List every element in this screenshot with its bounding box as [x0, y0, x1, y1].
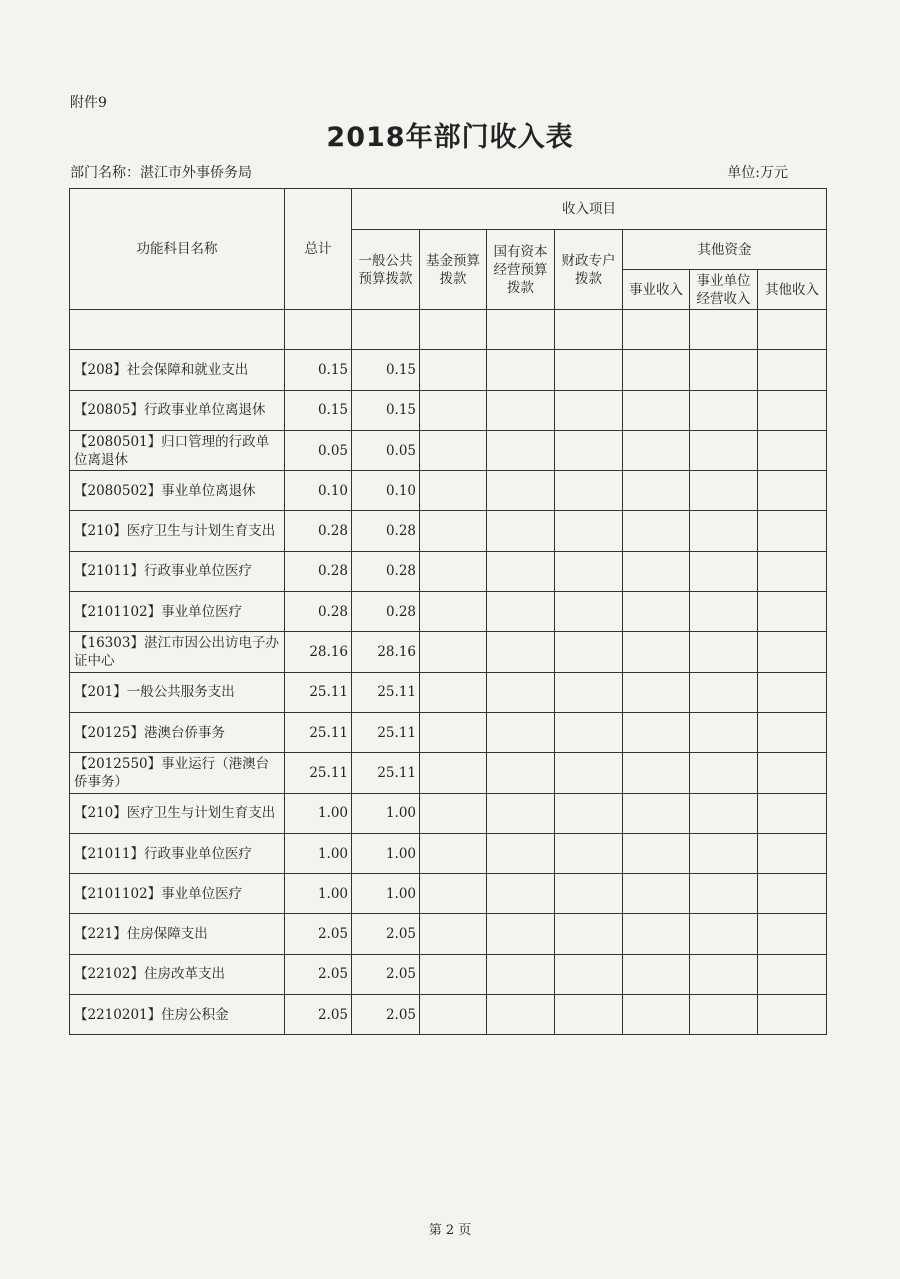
cell-empty: [690, 430, 758, 470]
cell-empty: [420, 914, 487, 954]
cell-empty: [690, 712, 758, 752]
cell-subject-name: [70, 310, 285, 350]
cell-subject-name: 【210】医疗卫生与计划生育支出: [70, 511, 285, 551]
table-row: [70, 592, 827, 632]
cell-empty: [555, 592, 623, 632]
cell-empty: [758, 833, 827, 873]
cell-empty: [690, 672, 758, 712]
table-row: [70, 350, 827, 390]
cell-empty: [420, 874, 487, 914]
header-name: 功能科目名称: [70, 189, 285, 310]
cell-subject-name: 【210】医疗卫生与计划生育支出: [70, 793, 285, 833]
cell-empty: [555, 793, 623, 833]
header-income-items: 收入项目: [352, 189, 827, 230]
cell-empty: [487, 753, 555, 793]
cell-general-budget: [352, 310, 420, 350]
cell-empty: [420, 995, 487, 1035]
cell-empty: [690, 592, 758, 632]
header-fiscal-account: 财政专户拨款: [555, 230, 623, 310]
cell-empty: [420, 954, 487, 994]
cell-empty: [623, 753, 690, 793]
header-other-funds: 其他资金: [623, 230, 827, 270]
header-general-budget: 一般公共预算拨款: [352, 230, 420, 310]
cell-empty: [487, 712, 555, 752]
cell-empty: [555, 833, 623, 873]
cell-general-budget: 25.11: [352, 712, 420, 752]
cell-empty: [623, 511, 690, 551]
cell-empty: [487, 793, 555, 833]
cell-subject-name: 【21011】行政事业单位医疗: [70, 551, 285, 591]
cell-subject-name: 【16303】湛江市因公出访电子办证中心: [70, 632, 285, 672]
cell-general-budget: 0.28: [352, 511, 420, 551]
cell-empty: [758, 592, 827, 632]
cell-empty: [623, 914, 690, 954]
cell-empty: [420, 712, 487, 752]
cell-total: 25.11: [285, 712, 352, 752]
cell-empty: [623, 632, 690, 672]
cell-empty: [758, 672, 827, 712]
cell-subject-name: 【2080501】归口管理的行政单位离退休: [70, 430, 285, 470]
cell-empty: [487, 390, 555, 430]
cell-subject-name: 【2101102】事业单位医疗: [70, 874, 285, 914]
cell-empty: [690, 753, 758, 793]
cell-empty: [690, 471, 758, 511]
cell-empty: [758, 471, 827, 511]
cell-empty: [623, 430, 690, 470]
cell-general-budget: 25.11: [352, 672, 420, 712]
cell-total: 0.15: [285, 390, 352, 430]
cell-empty: [487, 592, 555, 632]
cell-total: [285, 310, 352, 350]
cell-total: 1.00: [285, 874, 352, 914]
cell-empty: [555, 712, 623, 752]
cell-empty: [690, 793, 758, 833]
cell-empty: [487, 833, 555, 873]
cell-general-budget: 2.05: [352, 914, 420, 954]
cell-empty: [487, 954, 555, 994]
cell-total: 25.11: [285, 672, 352, 712]
cell-empty: [555, 672, 623, 712]
table-row: [70, 511, 827, 551]
cell-subject-name: 【2080502】事业单位离退休: [70, 471, 285, 511]
cell-empty: [623, 390, 690, 430]
cell-subject-name: 【208】社会保障和就业支出: [70, 350, 285, 390]
cell-empty: [690, 995, 758, 1035]
cell-empty: [690, 833, 758, 873]
cell-empty: [623, 592, 690, 632]
table-row: [70, 995, 827, 1035]
header-state-capital: 国有资本经营预算拨款: [487, 230, 555, 310]
cell-empty: [420, 551, 487, 591]
cell-empty: [420, 833, 487, 873]
cell-subject-name: 【201】一般公共服务支出: [70, 672, 285, 712]
cell-empty: [758, 954, 827, 994]
cell-total: 0.10: [285, 471, 352, 511]
table-row: [70, 430, 827, 470]
table-row: [70, 954, 827, 994]
cell-empty: [555, 753, 623, 793]
cell-empty: [623, 672, 690, 712]
table-row: [70, 551, 827, 591]
cell-subject-name: 【2210201】住房公积金: [70, 995, 285, 1035]
header-total: 总计: [285, 189, 352, 310]
cell-general-budget: 1.00: [352, 874, 420, 914]
cell-empty: [555, 390, 623, 430]
cell-empty: [420, 753, 487, 793]
cell-general-budget: 2.05: [352, 995, 420, 1035]
cell-empty: [487, 672, 555, 712]
cell-empty: [555, 874, 623, 914]
cell-empty: [487, 914, 555, 954]
cell-empty: [690, 350, 758, 390]
cell-subject-name: 【221】住房保障支出: [70, 914, 285, 954]
cell-empty: [420, 793, 487, 833]
table-row: [70, 310, 827, 350]
cell-empty: [420, 390, 487, 430]
cell-empty: [758, 632, 827, 672]
cell-subject-name: 【22102】住房改革支出: [70, 954, 285, 994]
cell-empty: [487, 310, 555, 350]
cell-empty: [487, 632, 555, 672]
attachment-label: 附件9: [70, 95, 107, 111]
cell-general-budget: 0.28: [352, 592, 420, 632]
cell-empty: [623, 712, 690, 752]
cell-empty: [420, 672, 487, 712]
cell-general-budget: 0.15: [352, 350, 420, 390]
cell-empty: [758, 430, 827, 470]
income-table: [69, 188, 827, 1035]
cell-subject-name: 【20805】行政事业单位离退休: [70, 390, 285, 430]
cell-empty: [758, 390, 827, 430]
cell-total: 0.28: [285, 551, 352, 591]
header-business-unit-income: 事业单位经营收入: [690, 270, 758, 310]
cell-total: 28.16: [285, 632, 352, 672]
cell-empty: [690, 954, 758, 994]
cell-empty: [487, 995, 555, 1035]
table-row: [70, 753, 827, 793]
cell-empty: [487, 874, 555, 914]
cell-general-budget: 25.11: [352, 753, 420, 793]
cell-general-budget: 1.00: [352, 833, 420, 873]
cell-empty: [420, 632, 487, 672]
cell-empty: [623, 310, 690, 350]
table-row: [70, 632, 827, 672]
cell-total: 2.05: [285, 995, 352, 1035]
cell-empty: [623, 833, 690, 873]
cell-empty: [758, 753, 827, 793]
cell-total: 25.11: [285, 753, 352, 793]
header-fund-budget: 基金预算拨款: [420, 230, 487, 310]
cell-subject-name: 【21011】行政事业单位医疗: [70, 833, 285, 873]
cell-empty: [623, 995, 690, 1035]
cell-empty: [420, 511, 487, 551]
cell-empty: [758, 793, 827, 833]
cell-empty: [487, 551, 555, 591]
cell-empty: [487, 350, 555, 390]
cell-total: 1.00: [285, 793, 352, 833]
cell-empty: [487, 511, 555, 551]
table-row: [70, 833, 827, 873]
cell-empty: [555, 551, 623, 591]
cell-empty: [690, 511, 758, 551]
cell-empty: [758, 914, 827, 954]
page-title: 2018年部门收入表: [326, 122, 574, 153]
cell-general-budget: 28.16: [352, 632, 420, 672]
department-name: 部门名称：湛江市外事侨务局: [70, 165, 252, 181]
cell-general-budget: 2.05: [352, 954, 420, 994]
unit-label: 单位:万元: [727, 165, 788, 181]
page-number: 第 2 页: [428, 1223, 472, 1238]
cell-total: 0.15: [285, 350, 352, 390]
cell-empty: [623, 954, 690, 994]
cell-empty: [487, 471, 555, 511]
table-row: [70, 390, 827, 430]
cell-empty: [623, 551, 690, 591]
cell-empty: [420, 310, 487, 350]
cell-empty: [555, 632, 623, 672]
cell-empty: [420, 592, 487, 632]
cell-empty: [623, 793, 690, 833]
cell-subject-name: 【20125】港澳台侨事务: [70, 712, 285, 752]
cell-empty: [758, 551, 827, 591]
cell-general-budget: 0.10: [352, 471, 420, 511]
cell-total: 0.28: [285, 592, 352, 632]
cell-empty: [555, 995, 623, 1035]
cell-empty: [758, 995, 827, 1035]
cell-empty: [758, 874, 827, 914]
table-row: [70, 914, 827, 954]
header-other-income: 其他收入: [758, 270, 827, 310]
table-row: [70, 712, 827, 752]
cell-empty: [555, 954, 623, 994]
table-row: [70, 793, 827, 833]
cell-total: 0.05: [285, 430, 352, 470]
cell-total: 1.00: [285, 833, 352, 873]
cell-empty: [420, 471, 487, 511]
cell-empty: [758, 310, 827, 350]
cell-general-budget: 0.28: [352, 551, 420, 591]
cell-total: 2.05: [285, 954, 352, 994]
cell-total: 0.28: [285, 511, 352, 551]
cell-empty: [690, 914, 758, 954]
cell-empty: [623, 350, 690, 390]
cell-subject-name: 【2101102】事业单位医疗: [70, 592, 285, 632]
cell-empty: [758, 350, 827, 390]
cell-empty: [690, 310, 758, 350]
cell-empty: [690, 874, 758, 914]
cell-empty: [487, 430, 555, 470]
cell-empty: [690, 551, 758, 591]
cell-empty: [555, 430, 623, 470]
table-row: [70, 672, 827, 712]
cell-general-budget: 0.15: [352, 390, 420, 430]
cell-empty: [758, 712, 827, 752]
cell-subject-name: 【2012550】事业运行（港澳台侨事务）: [70, 753, 285, 793]
cell-empty: [623, 874, 690, 914]
cell-general-budget: 0.05: [352, 430, 420, 470]
cell-empty: [758, 511, 827, 551]
header-business-income: 事业收入: [623, 270, 690, 310]
cell-empty: [555, 310, 623, 350]
cell-empty: [555, 350, 623, 390]
cell-empty: [690, 632, 758, 672]
cell-empty: [420, 350, 487, 390]
table-row: [70, 471, 827, 511]
cell-empty: [555, 914, 623, 954]
cell-empty: [623, 471, 690, 511]
cell-general-budget: 1.00: [352, 793, 420, 833]
cell-empty: [555, 471, 623, 511]
cell-empty: [690, 390, 758, 430]
cell-total: 2.05: [285, 914, 352, 954]
cell-empty: [555, 511, 623, 551]
cell-empty: [420, 430, 487, 470]
table-row: [70, 874, 827, 914]
